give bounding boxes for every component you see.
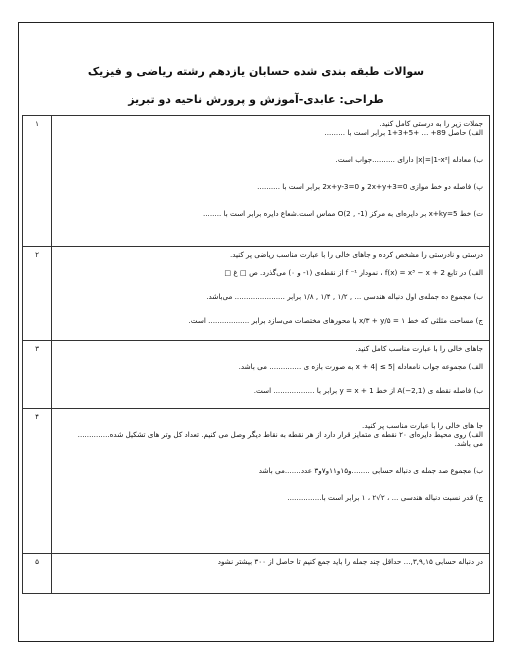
header [19, 23, 493, 115]
question-row [23, 116, 490, 247]
question-line: ج) قدر نسبت دنباله هندسی ... ، ۲√۲ ، ۱ برابر است با............... [287, 493, 483, 502]
question-body [52, 341, 490, 409]
exam-author: طراحی: عابدی-آموزش و پرورش ناحیه دو تبریز [128, 93, 384, 106]
question-line: الف) حاصل 89+ ... +5+3+1 برابر است با ......... [324, 128, 483, 137]
question-line: درستی و نادرستی را مشخص کرده و جاهای خالی را با عبارت مناسب ریاضی پر کنید. [229, 250, 483, 259]
question-number: ۲ [23, 247, 52, 341]
question-number: ۱ [23, 116, 52, 247]
question-line: ب) مجموع صد جمله ی دنباله حسابی ........و۱۵و۱۱و۷و۳ عدد.......می باشد [258, 466, 483, 475]
question-number: ۳ [23, 341, 52, 409]
question-row [23, 554, 490, 594]
question-line: ب) فاصله نقطه ی A(−2,1) از خط y = x + 1 برابر با .................. است. [253, 386, 483, 395]
question-line: پ) فاصله دو خط موازی 2x+y+3=0 و 2x+y-3=0 برابر است با .......... [257, 182, 483, 191]
questions-table [22, 115, 490, 594]
question-row [23, 409, 490, 554]
question-line: الف) در تابع f(x) = x³ − x + 2 ، نمودار f ⁻¹ از نقطه‌ی (۱- و ۰) می‌گذرد. ص □ غ □ [224, 268, 483, 277]
question-line: ت) خط x+ky=5 بر دایره‌ای به مرکز (O(2 , -1 مماس است.شعاع دایره برابر است با ........ [202, 209, 483, 218]
question-line: ب) معادله |x|=|1-x²| دارای ..........جواب است. [335, 155, 483, 164]
question-line: ج) مساحت مثلثی که خط x/۳ + y/۵ = ۱ با محورهای مختصات می‌سازد برابر .................. است. [188, 316, 483, 325]
question-line: جا های خالی را با عبارت مناسب پر کنید. [362, 421, 483, 430]
question-body [52, 247, 490, 341]
question-number: ۴ [23, 409, 52, 554]
question-row [23, 341, 490, 409]
question-row [23, 247, 490, 341]
question-line: ب) مجموع ده جمله‌ی اول دنباله هندسی ... , ۱/۲ , ۱/۴ , ۱/۸ برابر ...................... می‌باشد. [206, 292, 483, 301]
question-line: الف) مجموعه جواب نامعادله |x + 4| ≤ 5 به صورت بازه ی .............. می باشد. [238, 362, 483, 371]
question-line: جملات زیر را به درستی کامل کنید. [379, 119, 483, 128]
question-line: در دنباله حسابی ۳,۹,۱۵,... حداقل چند جمله را باید جمع کنیم تا حاصل از ۳۰۰ بیشتر نشود [217, 557, 483, 566]
question-line: الف) روی محیط دایره‌ای ۲۰ نقطه ی متمایز قرار دارد از هر نقطه به نقاط دیگر وصل می کنیم. تعداد کل وتر های تشکیل شده.............. [77, 430, 483, 439]
question-body [52, 409, 490, 554]
exam-page [18, 22, 494, 642]
question-number: ۵ [23, 554, 52, 594]
question-line: جاهای خالی را با عبارت مناسب کامل کنید. [355, 344, 483, 353]
exam-title: سوالات طبقه بندی شده حسابان یازدهم رشته ریاضی و فیزیک [87, 65, 425, 78]
question-body [52, 116, 490, 247]
question-line: می باشد. [454, 439, 483, 448]
question-body [52, 554, 490, 594]
